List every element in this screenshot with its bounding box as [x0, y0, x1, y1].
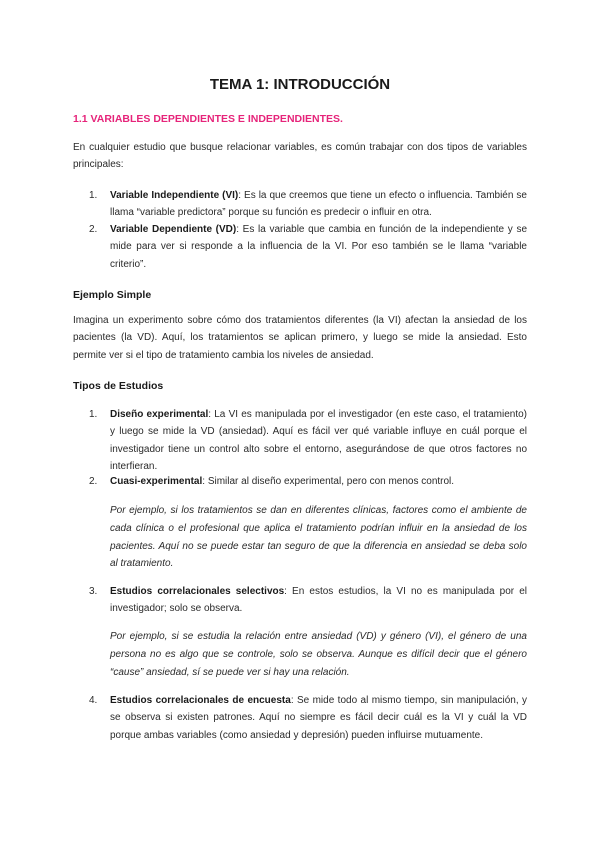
study-types-heading: Tipos de Estudios — [73, 380, 164, 392]
list-number: 1. — [89, 409, 98, 420]
section-heading: 1.1 VARIABLES DEPENDIENTES E INDEPENDIENTES. — [73, 113, 343, 125]
term-label: Variable Dependiente (VD) — [110, 224, 237, 235]
term-description: : Similar al diseño experimental, pero con menos control. — [202, 476, 455, 487]
term-label: Estudios correlacionales selectivos — [110, 586, 285, 597]
list-number: 4. — [89, 695, 98, 706]
list-number: 1. — [89, 190, 98, 201]
term-label: Estudios correlacionales de encuesta — [110, 695, 291, 706]
example-note-quasi: Por ejemplo, si los tratamientos se dan en diferentes clínicas, factores como el ambiente de cada clínica o el profesional que aplica el tratamiento podrían influir en la ansiedad de los pacientes. Aquí no se puede estar tan seguro de que la diferencia en ansiedad se deba solo al tratamiento. — [110, 505, 527, 570]
list-number: 2. — [89, 224, 98, 235]
term-label: Cuasi-experimental — [110, 476, 203, 487]
page-title: TEMA 1: INTRODUCCIÓN — [209, 76, 391, 93]
intro-paragraph: En cualquier estudio que busque relacionar variables, es común trabajar con dos tipos de variables principales: — [73, 142, 527, 171]
list-number: 3. — [89, 586, 98, 597]
example-paragraph: Imagina un experimento sobre cómo dos tratamientos diferentes (la VI) afectan la ansiedad de los pacientes (la VD). Aquí, los tratamientos se aplican primero, y luego se mide la ansiedad. Esto permite ver si el tipo de tratamiento cambia los niveles de ansiedad. — [73, 315, 527, 361]
list-number: 2. — [89, 476, 98, 487]
term-label: Diseño experimental — [110, 409, 209, 420]
term-description: : Es la variable que cambia en función de la independiente y se mide para ver si responde a la influencia de la VI. Por eso también se le llama “variable criterio”. — [110, 224, 528, 270]
term-description: : La VI es manipulada por el investigador (en este caso, el tratamiento) y luego se mide la VD (ansiedad). Aquí es fácil ver qué variable influye en cuál porque el investigador tiene un control alto sobre el entorno, asegurándose de que otros factores no interfieran. — [110, 409, 527, 473]
term-description: : Se mide todo al mismo tiempo, sin manipulación, y se observa si existen patrones. Aquí no siempre es fácil decir cuál es la VI y cuál la VD porque ambas variables (como ansiedad y depresión) pueden influirse mutuamente. — [110, 695, 527, 741]
term-label: Variable Independiente (VI) — [110, 190, 239, 201]
example-note-selective: Por ejemplo, si se estudia la relación entre ansiedad (VD) y género (VI), el género de una persona no es algo que se controle, solo se observa. Aunque es difícil decir que el género “cause” ansiedad, sí se puede ver si hay una relación. — [110, 631, 527, 678]
example-heading: Ejemplo Simple — [73, 289, 152, 301]
term-description: : En estos estudios, la VI no es manipulada por el investigador; solo se observa. — [110, 586, 527, 615]
term-description: : Es la que creemos que tiene un efecto o influencia. También se llama “variable predictora” porque su función es predecir o influir en otra. — [110, 190, 527, 219]
